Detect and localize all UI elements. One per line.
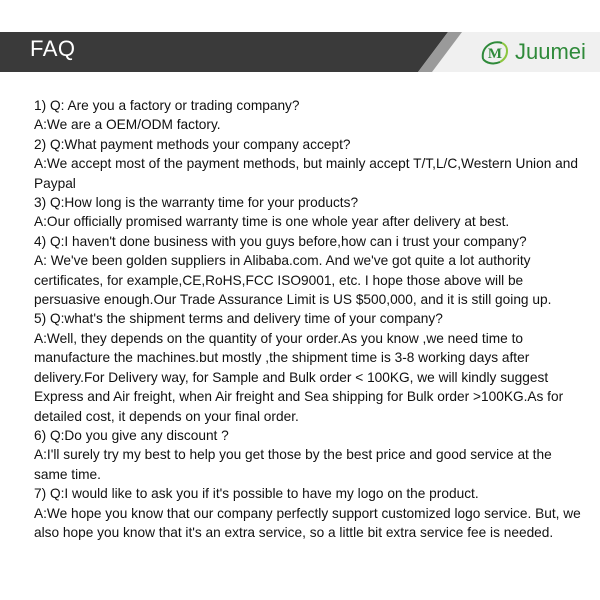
faq-question-1: 1) Q: Are you a factory or trading company? xyxy=(34,98,300,113)
page-title: FAQ xyxy=(30,36,76,61)
faq-answer-7: A:We hope you know that our company perfectly support customized logo service. But, we also hope you know that it's an extra service, so a little bit extra service fee is needed. xyxy=(34,505,581,540)
logo-letter: M xyxy=(487,46,503,62)
faq-answer-5: A:Well, they depends on the quantity of your order.As you know ,we need time to manufacture the machines.but mostly ,the shipment time is 3-8 working days after delivery.For Delivery way, for Sample and Bulk order < 100KG, we will kindly suggest Express and Air freight, when Air freight and Sea shipping for Bulk order >100KG.As for detailed cost, it depends on your final order. xyxy=(34,330,564,424)
faq-question-5: 5) Q:what's the shipment terms and delivery time of your company? xyxy=(34,311,443,327)
faq-question-6: 6) Q:Do you give any discount ? xyxy=(34,427,229,443)
juumei-logo-icon xyxy=(478,37,512,67)
brand-name: Juumei xyxy=(515,39,586,64)
brand-logo xyxy=(478,36,586,68)
faq-answer-1: A:We are a OEM/ODM factory. xyxy=(34,117,221,133)
faq-question-4: 4) Q:I haven't done business with you guys before,how can i trust your company? xyxy=(34,233,527,249)
faq-question-2: 2) Q:What payment methods your company accept? xyxy=(34,136,351,152)
faq-list xyxy=(34,96,586,542)
faq-question-3: 3) Q:How long is the warranty time for your products? xyxy=(34,195,359,211)
page-header xyxy=(0,0,600,72)
faq-answer-2: A:We accept most of the payment methods, but mainly accept T/T,L/C,Western Union and Paypal xyxy=(34,156,578,191)
faq-answer-4: A: We've been golden suppliers in Alibaba.com. And we've got quite a lot authority certificates, for example,CE,RoHS,FCC ISO9001, etc. I hope those above will be persuasive enough.Our Trade Assurance Limit is US $500,000, and it is still going up. xyxy=(34,253,552,308)
faq-answer-6: A:I'll surely try my best to help you get those by the best price and good service at the same time. xyxy=(34,447,552,482)
faq-answer-3: A:Our officially promised warranty time is one whole year after delivery at best. xyxy=(34,214,510,230)
faq-question-7: 7) Q:I would like to ask you if it's possible to have my logo on the product. xyxy=(34,486,479,502)
